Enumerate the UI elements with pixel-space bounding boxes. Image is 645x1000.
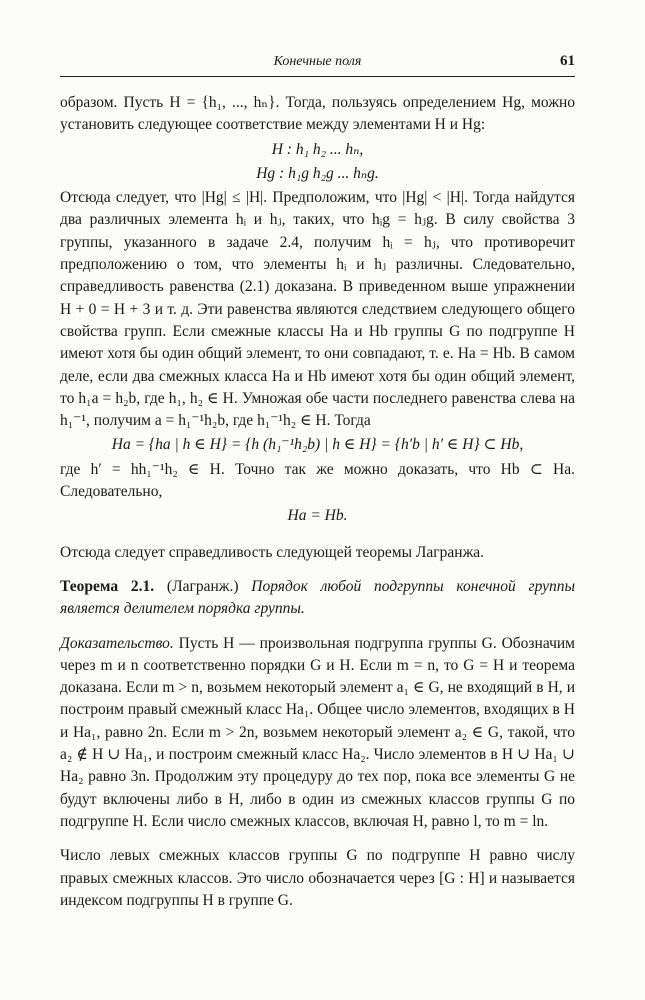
proof: [60, 633, 575, 834]
paragraph-1: образом. Пусть H = {h₁, ..., hₙ}. Тогда, пользуясь определением Hg, можно установить следующее соответствие между элементами H и Hg:: [60, 94, 575, 134]
formula-correspondence-1: H : h₁ h₂ ... hₙ,: [271, 140, 364, 158]
paragraph-2: Отсюда следует, что |Hg| ≤ |H|. Предположим, что |Hg| < |H|. Тогда найдутся два различных элемента hᵢ и hⱼ, таких, что hᵢg = hⱼg. В силу свойства 3 группы, указанного в задаче 2.4, получим hᵢ = hⱼ, что противоречит предположению о том, что элементы hᵢ и hⱼ различны. Следовательно, справедливость равенства (2.1) доказана. В приведенном выше упражнении H + 0 = H + 3 и т. д. Эти равенства являются следствием следующего общего свойства групп. Если смежные классы Ha и Hb группы G по подгруппе H имеют хотя бы один общий элемент, то они совпадают, т. е. Ha = Hb. В самом деле, если два смежных класса Ha и Hb имеют хотя бы один общий элемент, то h₁a = h₂b, где h₁, h₂ ∈ H. Умножая обе части последнего равенства слева на h₁⁻¹, получим a = h₁⁻¹h₂b, где h₁⁻¹h₂ ∈ H. Тогда: [60, 189, 575, 430]
paragraph-3: где h′ = hh₁⁻¹h₂ ∈ H. Точно так же можно доказать, что Hb ⊂ Ha. Следовательно,: [60, 460, 575, 501]
theorem-name: (Лагранж.): [154, 577, 252, 595]
formula-correspondence-2: Hg : h₁g h₂g ... hₙg.: [256, 164, 379, 182]
formula-coset-equality: Ha = {ha | h ∈ H} = {h (h₁⁻¹h₂b) | h ∈ H} = {h′b | h′ ∈ H} ⊂ Hb,: [111, 436, 524, 454]
running-header: [60, 52, 575, 77]
page-body: [60, 92, 575, 912]
theorem-text: Порядок любой подгруппы конечной группы является делителем порядка группы.: [60, 577, 575, 618]
formula-ha-hb: Ha = Hb.: [287, 507, 348, 525]
theorem-2-1: [60, 576, 575, 621]
proof-label: Доказательство.: [60, 634, 174, 652]
proof-text: Пусть H — произвольная подгруппа группы G. Обозначим через m и n соответственно порядки G и H. Если m = n, то G = H и теорема доказана. Если m > n, возьмем некоторый элемент a₁ ∈ G, не входящий в H, и построим правый смежный класс Ha₁. Общее число элементов, входящих в H и Ha₁, равно 2n. Если m > 2n, возьмем некоторый элемент a₂ ∈ G, такой, что a₂ ∉ H ∪ Ha₁, и построим смежный класс Ha₂. Число элементов в H ∪ Ha₁ ∪ Ha₂ равно 3n. Продолжим эту процедуру до тех пор, пока все элементы G не будут включены либо в H, либо в один из смежных классов группы G по подгруппе H. Если число смежных классов, включая H, равно l, то m = ln.: [60, 634, 575, 830]
page-number: 61: [560, 53, 575, 69]
theorem-label: Теорема 2.1.: [60, 577, 155, 595]
running-title: Конечные поля: [273, 54, 362, 69]
paragraph-4: Отсюда следует справедливость следующей теоремы Лагранжа.: [60, 543, 485, 561]
paragraph-5: Число левых смежных классов группы G по подгруппе H равно числу правых смежных классов. Это число обозначается через [G : H] и называется индексом подгруппы H в группе G.: [60, 847, 575, 909]
